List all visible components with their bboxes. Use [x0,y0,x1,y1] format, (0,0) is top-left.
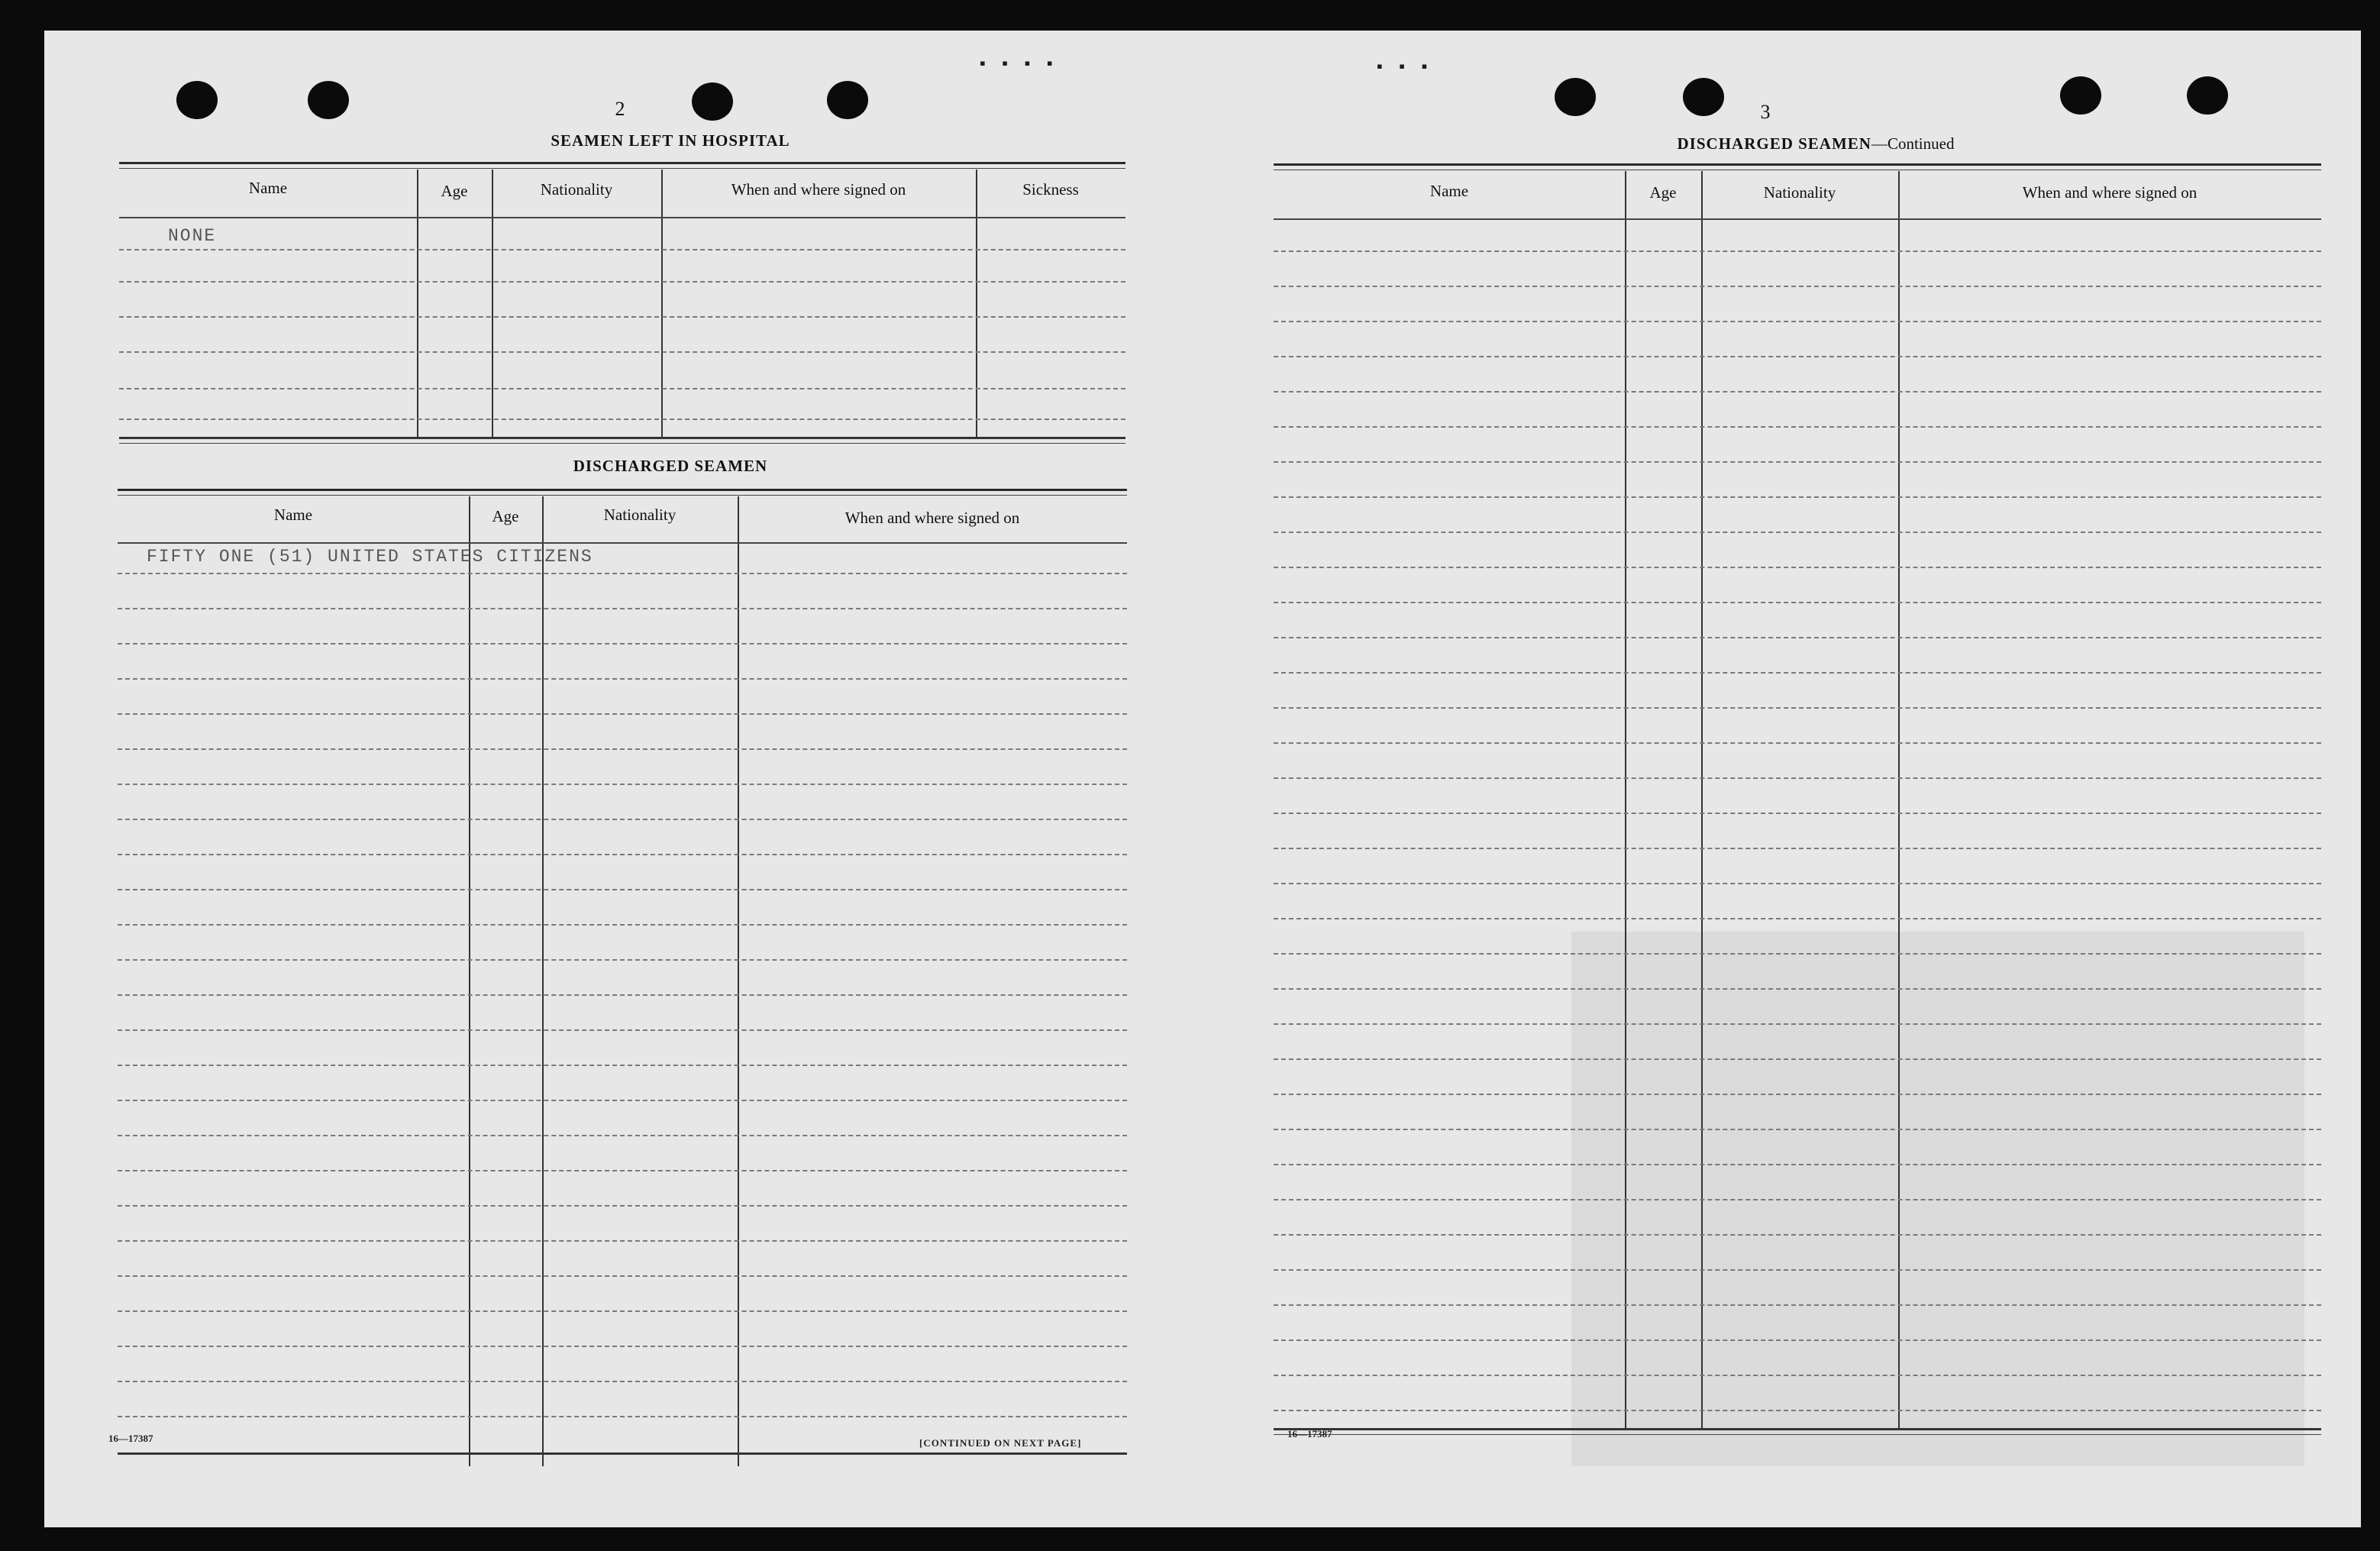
hospital-section-title: SEAMEN LEFT IN HOSPITAL [551,131,790,150]
punch-hole [176,81,218,119]
punch-hole [1555,78,1596,116]
punch-hole [1683,78,1724,116]
column-header-age: Age [1649,183,1677,202]
page-number: 2 [615,98,625,120]
column-header-signed-on: When and where signed on [2022,183,2198,202]
form-number: 16—17387 [1287,1428,1332,1440]
column-header-nationality: Nationality [540,180,613,199]
discharged-continued-title: DISCHARGED SEAMEN—Continued [1677,134,1955,153]
column-header-name: Name [273,506,313,524]
form-number: 16—17387 [108,1433,153,1444]
column-header-age: Age [441,182,468,200]
column-header-nationality: Nationality [603,506,677,524]
document-sheet [44,31,2361,1527]
discharged-ledger-right [1274,163,2321,1462]
column-header-signed-on: When and where signed on [844,509,1020,527]
punch-hole [2060,76,2101,115]
punch-hole [2187,76,2228,115]
discharged-entry: FIFTY ONE (51) UNITED STATES CITIZENS [147,547,593,567]
punch-hole [308,81,349,119]
column-header-signed-on: When and where signed on [731,180,906,199]
discharged-section-title: DISCHARGED SEAMEN [573,457,768,475]
column-header-name: Name [1429,182,1469,200]
punch-hole [692,82,733,121]
column-header-sickness: Sickness [1022,180,1079,199]
continued-note: [CONTINUED ON NEXT PAGE] [919,1437,1082,1449]
ink-speck: ▪ ▪ ▪ [1377,57,1434,76]
column-header-nationality: Nationality [1763,183,1836,202]
hospital-entry: NONE [168,226,217,246]
punch-hole [827,81,868,119]
column-header-age: Age [492,507,519,525]
page-number: 3 [1760,101,1771,123]
hospital-ledger [119,162,1125,467]
ink-speck: ▪ ▪ ▪ ▪ [980,53,1059,73]
discharged-ledger-left [118,489,1127,1466]
column-header-name: Name [248,179,288,197]
